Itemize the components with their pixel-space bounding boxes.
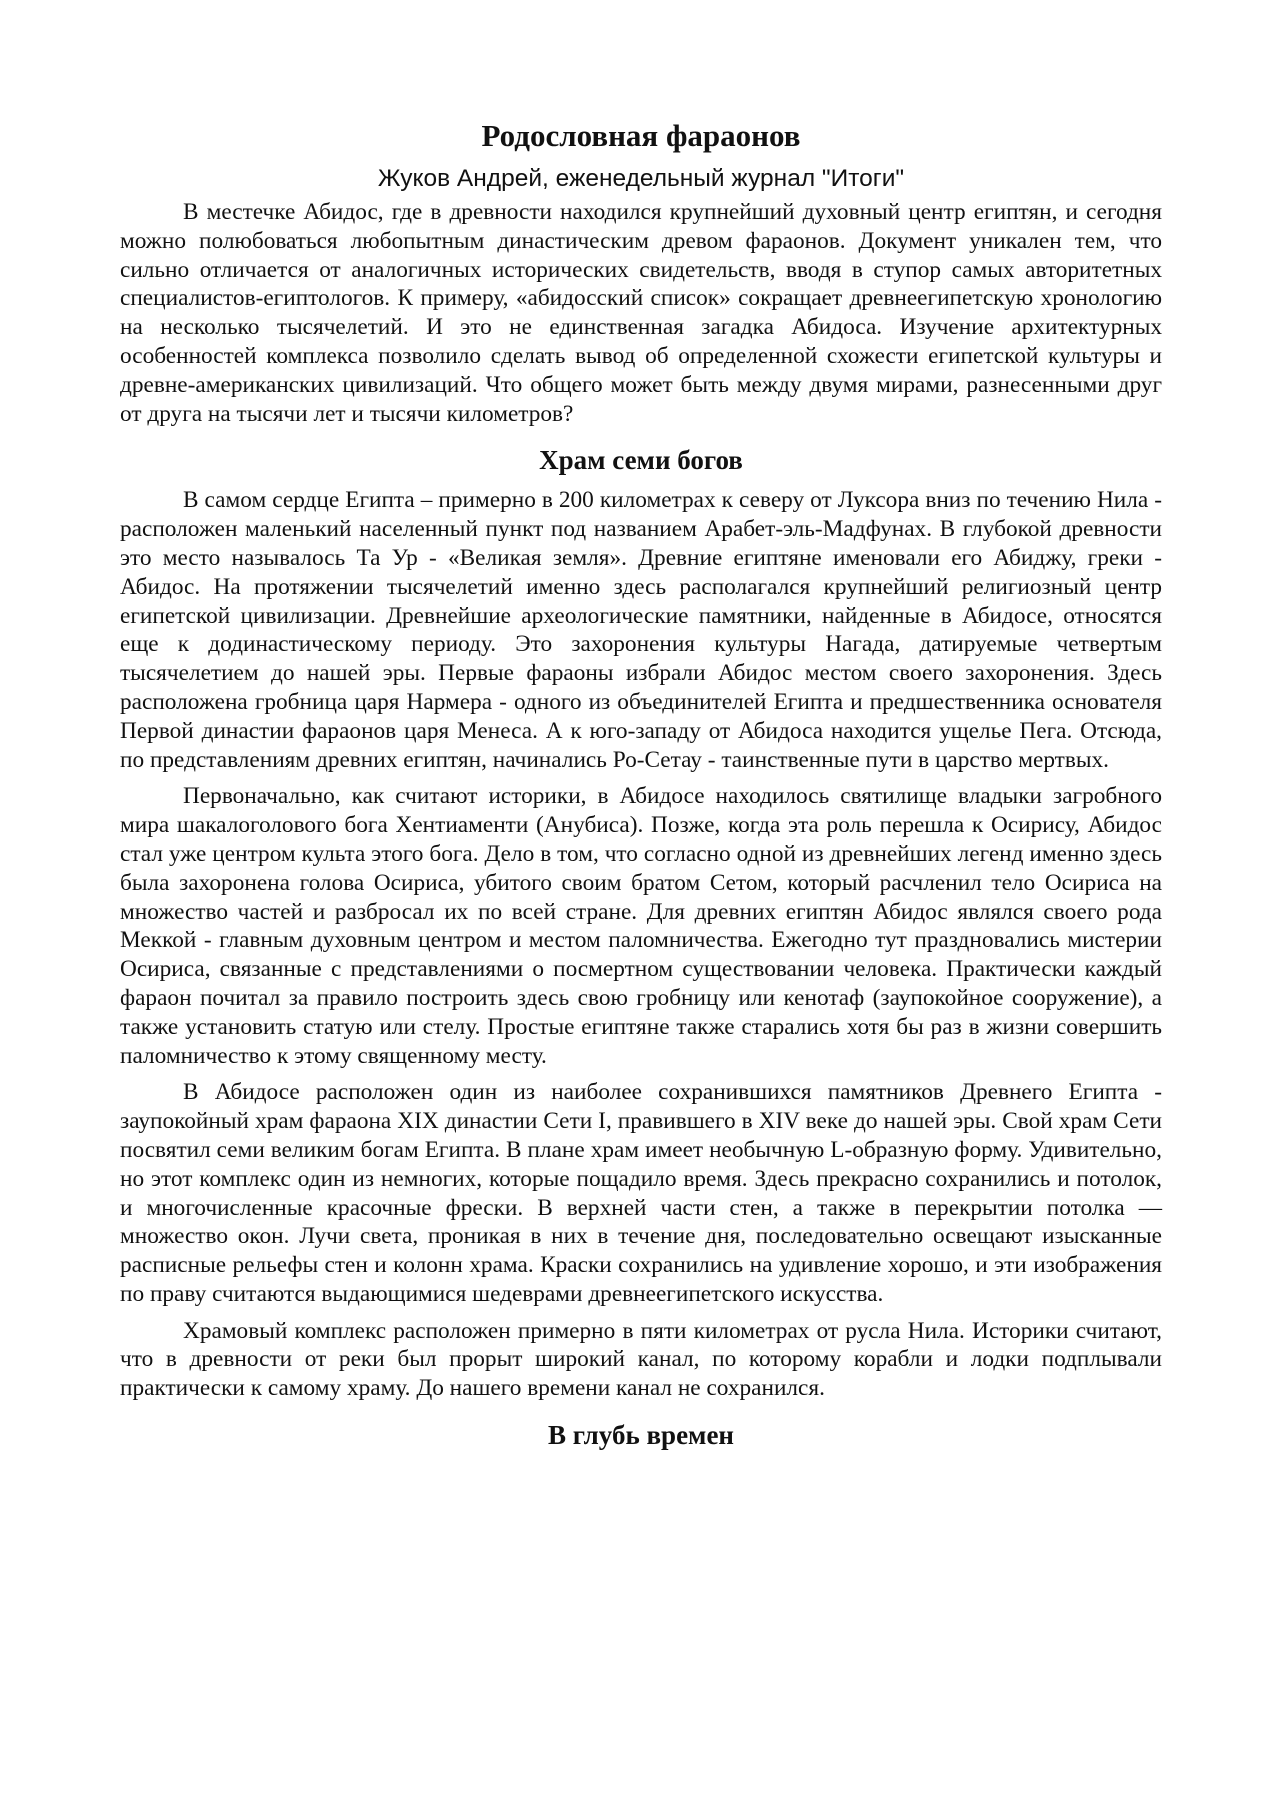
article-title: Родословная фараонов: [481, 118, 801, 153]
section-heading-deep-time: В глубь времен: [548, 1420, 734, 1451]
document-page: [120, 116, 1162, 1461]
paragraph: Храмовый комплекс расположен примерно в пяти километрах от русла Нила. Историки считают, что в древности от реки был прорыт широкий канал, по которому корабли и лодки подплывали практически к самому храму. До нашего времени канал не сохранился.: [120, 1317, 1162, 1402]
section-heading-temple: Храм семи богов: [539, 445, 743, 476]
article-byline: Жуков Андрей, еженедельный журнал "Итоги": [377, 165, 905, 192]
paragraph: В Абидосе расположен один из наиболее сохранившихся памятников Древнего Египта - заупокойный храм фараона XIX династии Сети I, правившего в XIV веке до нашей эры. Свой храм Сети посвятил семи великим богам Египта. В плане храм имеет необычную L-образную форму. Удивительно, но этот комплекс один из немногих, которые пощадило время. Здесь прекрасно сохранились и потолок, и многочисленные красочные фрески. В верхней части стен, а также в перекрытии потолка — множество окон. Лучи света, проникая в них в течение дня, последовательно освещают изысканные расписные рельефы стен и колонн храма. Краски сохранились на удивление хорошо, и эти изображения по праву считаются выдающимися шедеврами древнеегипетского искусства.: [120, 1079, 1162, 1307]
paragraph: Первоначально, как считают историки, в Абидосе находилось святилище владыки загробного мира шакалоголового бога Хентиаменти (Анубиса). Позже, когда эта роль перешла к Осирису, Абидос стал уже центром культа этого бога. Дело в том, что согласно одной из древнейших легенд именно здесь была захоронена голова Осириса, убитого своим братом Сетом, который расчленил тело Осириса на множество частей и разбросал их по всей стране. Для древних египтян Абидос являлся своего рода Меккой - главным духовным центром и местом паломничества. Ежегодно тут праздновались мистерии Осириса, связанные с представлениями о посмертном существовании человека. Практически каждый фараон почитал за правило построить здесь свою гробницу или кенотаф (заупокойное сооружение), а также установить статую или стелу. Простые египтяне также старались хотя бы раз в жизни совершить паломничество к этому священному месту.: [120, 783, 1162, 1069]
paragraph: В самом сердце Египта – примерно в 200 километрах к северу от Луксора вниз по течению Нила - расположен маленький населенный пункт под названием Арабет-эль-Мадфунах. В глубокой древности это место называлось Та Ур - «Великая земля». Древние египтяне именовали его Абиджу, греки - Абидос. На протяжении тысячелетий именно здесь располагался крупнейший религиозный центр египетской цивилизации. Древнейшие археологические памятники, найденные в Абидосе, относятся еще к додинастическому периоду. Это захоронения культуры Нагада, датируемые четвертым тысячелетием до нашей эры. Первые фараоны избрали Абидос местом своего захоронения. Здесь расположена гробница царя Нармера - одного из объединителей Египта и предшественника основателя Первой династии фараонов царя Менеса. А к юго-западу от Абидоса находится ущелье Пега. Отсюда, по представлениям древних египтян, начинались Ро-Сетау - таинственные пути в царство мертвых.: [120, 487, 1162, 773]
intro-paragraph: В местечке Абидос, где в древности находился крупнейший духовный центр египтян, и сегодня можно полюбоваться любопытным династическим древом фараонов. Документ уникален тем, что сильно отличается от аналогичных исторических свидетельств, вводя в ступор самых авторитетных специалистов-египтологов. К примеру, «абидосский список» сокращает древнеегипетскую хронологию на несколько тысячелетий. И это не единственная загадка Абидоса. Изучение архитектурных особенностей комплекса позволило сделать вывод об определенной схожести египетской культуры и древне-американских цивилизаций. Что общего может быть между двумя мирами, разнесенными друг от друга на тысячи лет и тысячи километров?: [120, 199, 1162, 427]
